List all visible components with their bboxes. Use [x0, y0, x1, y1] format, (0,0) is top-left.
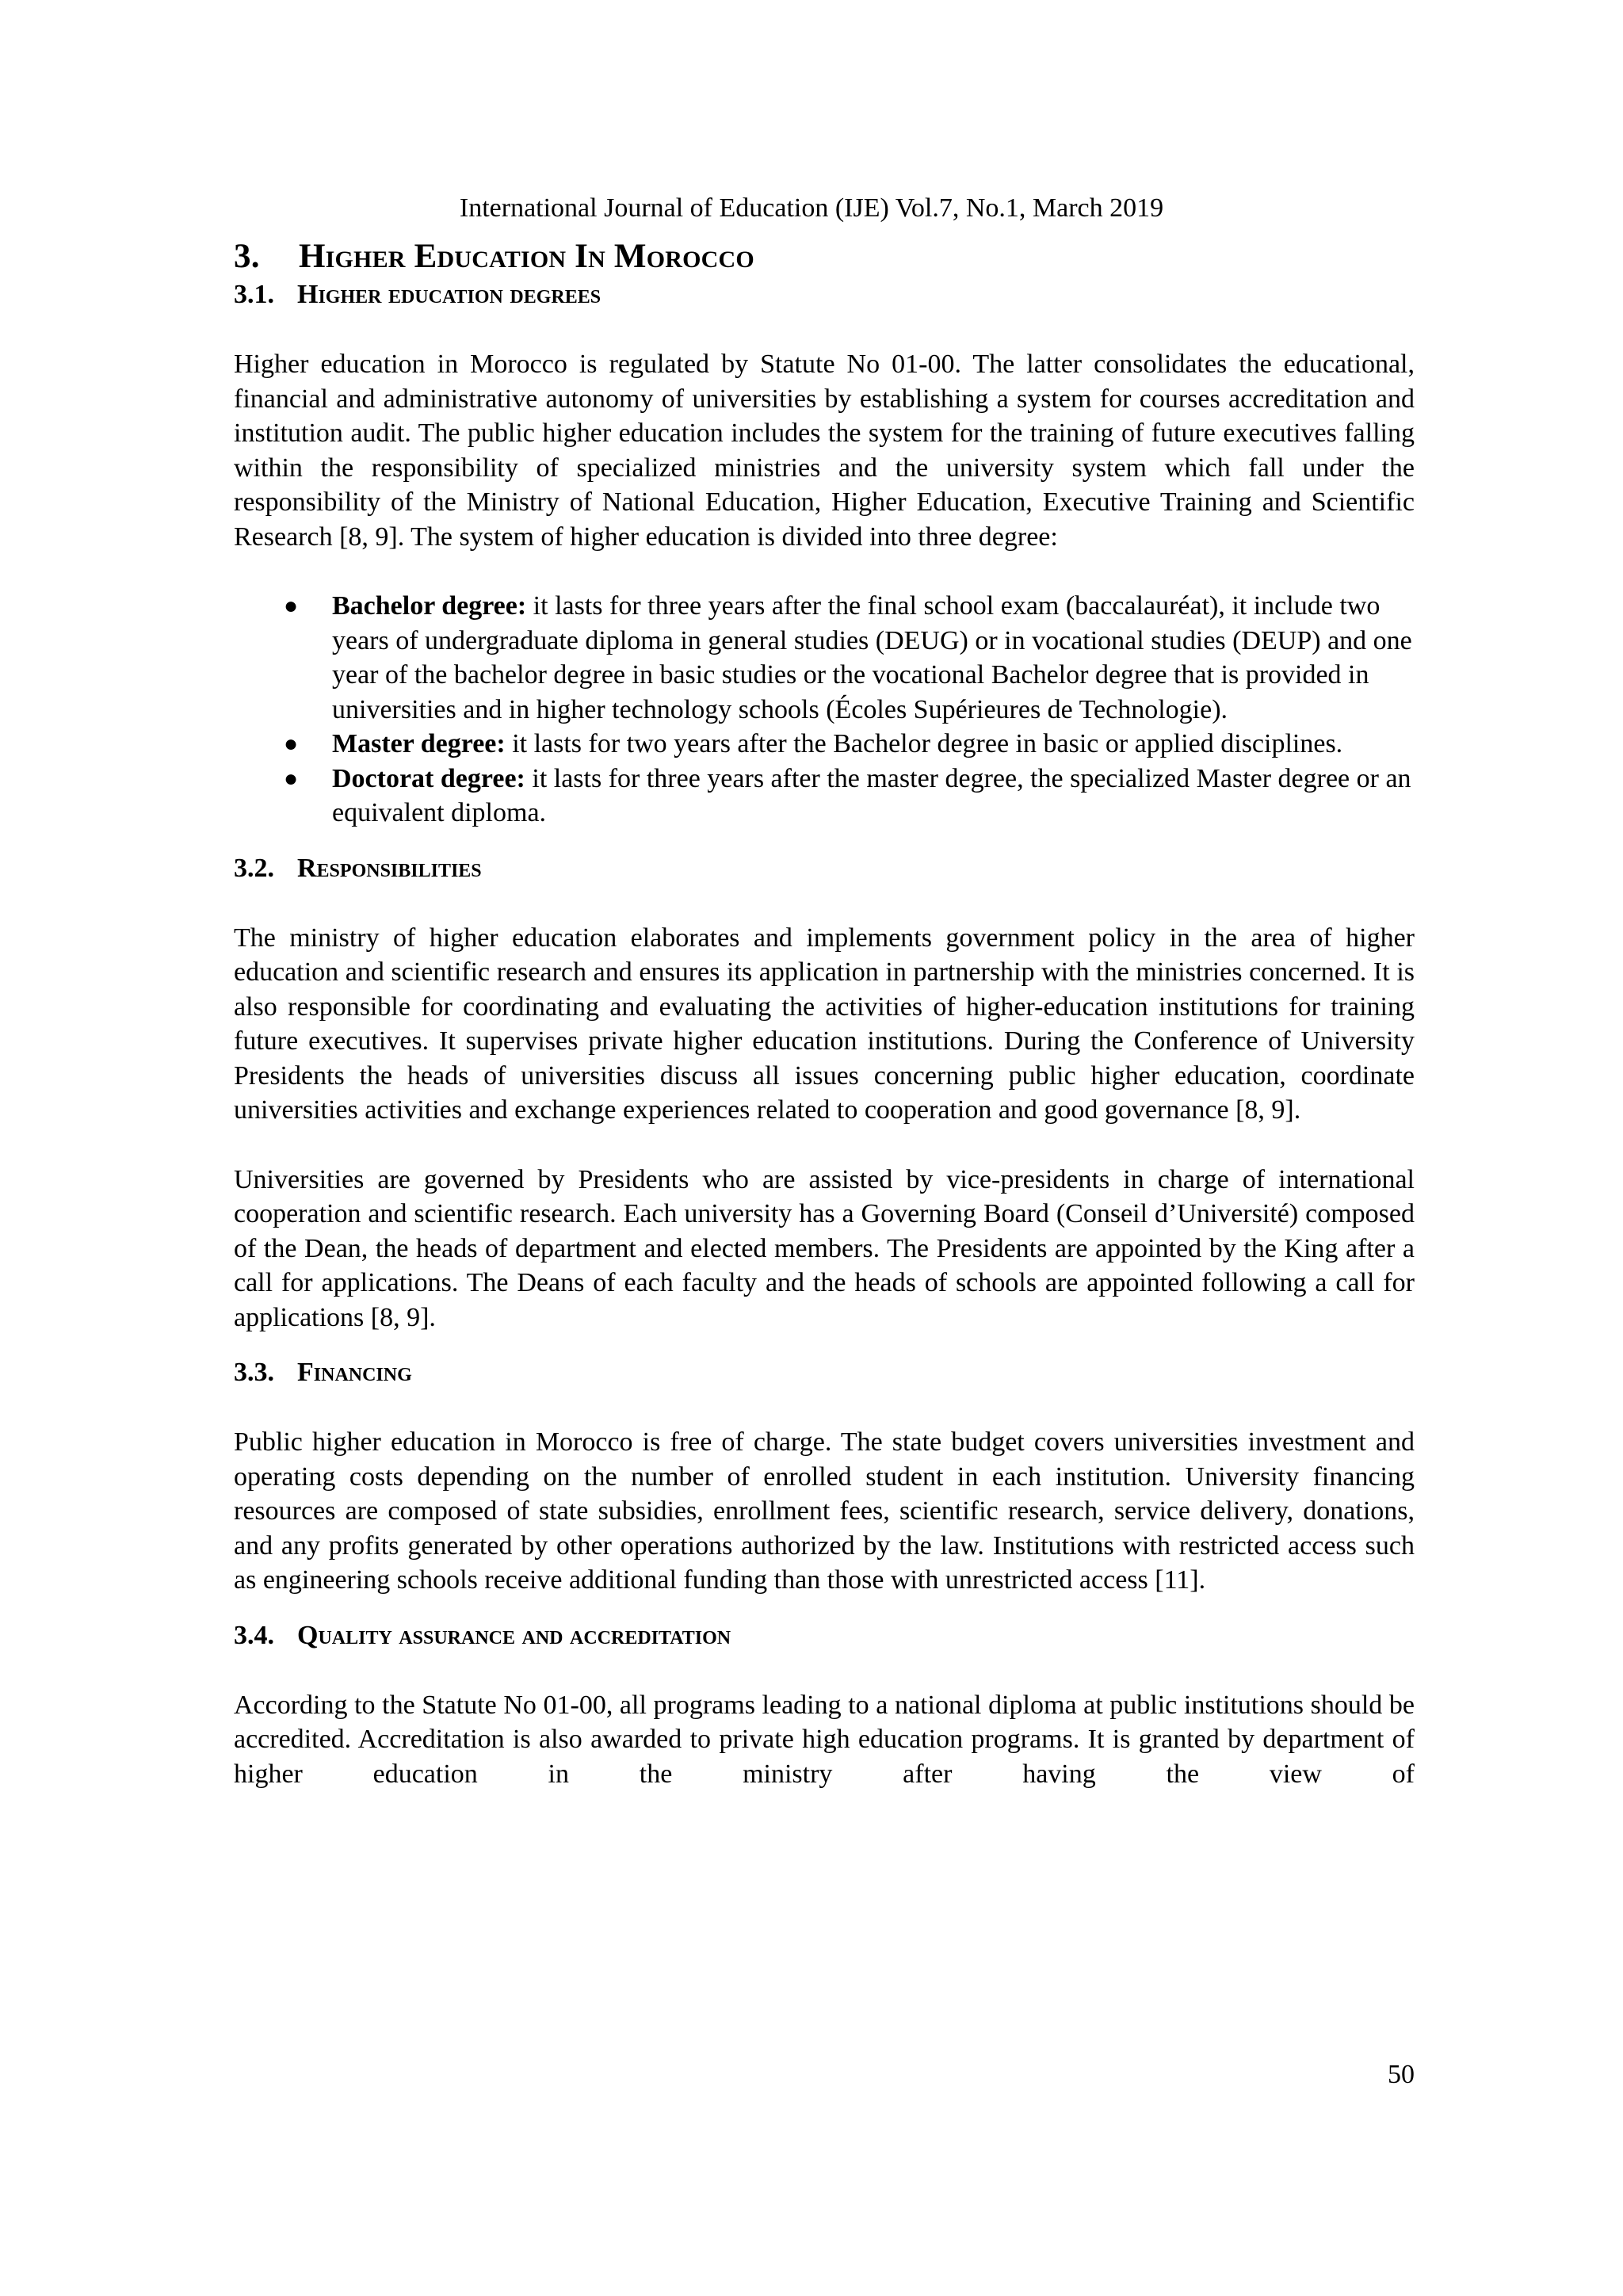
subsection-title: Responsibilities [297, 853, 482, 883]
paragraph-3-3: Public higher education in Morocco is free of charge. The state budget covers universities investment and operating costs depending on the number of enrolled student in each institution. University financing resources are composed of state subsidies, enrollment fees, scientific research, service delivery, donations, and any profits generated by other operations authorized by the law. Institutions with restricted access such as engineering schools receive additional funding than those with unrestricted access [11]. [234, 1427, 1415, 1595]
running-header: International Journal of Education (IJE) Vol.7, No.1, March 2019 [459, 193, 1164, 223]
subsection-heading-3-1 [234, 277, 1415, 312]
paragraph-3-4: According to the Statute No 01-00, all programs leading to a national diploma at public institutions should be accredited. Accreditation is also awarded to private high education programs. It is granted by department of higher education in the ministry after having the view of [234, 1690, 1415, 1789]
subsection-heading-3-3 [234, 1355, 1415, 1390]
subsection-heading-3-2 [234, 851, 1415, 886]
subsection-heading-3-4 [234, 1618, 1415, 1653]
paragraph-3-1: Higher education in Morocco is regulated by Statute No 01-00. The latter consolidates the educational, financial and administrative autonomy of universities by establishing a system for courses accreditation and institution audit. The public higher education includes the system for the training of future executives falling within the responsibility of specialized ministries and the university system which fall under the responsibility of the Ministry of National Education, Higher Education, Executive Training and Scientific Research [8, 9]. The system of higher education is divided into three degree: [234, 350, 1415, 552]
subsection-number: 3.1. [234, 280, 274, 309]
paragraph-3-2-b: Universities are governed by Presidents who are assisted by vice-presidents in charge of international cooperation and scientific research. Each university has a Governing Board (Conseil d’Université) composed of the Dean, the heads of department and elected members. The Presidents are appointed by the King after a call for applications. The Deans of each faculty and the heads of schools are appointed following a call for applications [8, 9]. [234, 1164, 1415, 1332]
degree-list [234, 589, 1415, 831]
list-item [234, 762, 1415, 831]
section-number: 3. [234, 238, 260, 275]
list-item-lead: Bachelor degree: [332, 591, 527, 621]
subsection-title: Financing [297, 1358, 412, 1387]
subsection-number: 3.3. [234, 1358, 274, 1387]
paragraph-3-2-a: The ministry of higher education elaborates and implements government policy in the area of higher education and scientific research and ensures its application in partnership with the ministries concerned. It is also responsible for coordinating and evaluating the activities of higher-education institutions for training future executives. It supervises private higher education institutions. During the Conference of University Presidents the heads of universities discuss all issues concerning public higher education, coordinate universities activities and exchange experiences related to cooperation and good governance [8, 9]. [234, 923, 1415, 1125]
list-item [234, 727, 1415, 762]
bullet-icon: ● [284, 593, 299, 619]
list-item-text: it lasts for two years after the Bachelor degree in basic or applied disciplines. [505, 729, 1343, 758]
bullet-icon: ● [284, 731, 299, 757]
list-item-text: it lasts for three years after the final school exam (baccalauréat), it include two years of undergraduate diploma in general studies (DEUG) or in vocational studies (DEUP) and one year of the bachelor degree in basic studies or the vocational Bachelor degree that is provided in universities and in higher technology schools (Écoles Supérieures de Technologie). [332, 591, 1412, 724]
article-body [234, 236, 1415, 1791]
section-title: Higher Education In Morocco [299, 238, 754, 275]
subsection-title: Quality assurance and accreditation [297, 1620, 731, 1650]
subsection-number: 3.4. [234, 1620, 274, 1650]
section-heading [234, 236, 1415, 277]
list-item-lead: Doctorat degree: [332, 763, 525, 793]
list-item-lead: Master degree: [332, 729, 506, 758]
subsection-title: Higher education degrees [297, 280, 601, 309]
list-item [234, 589, 1415, 727]
list-item-text: it lasts for three years after the master degree, the specialized Master degree or an equivalent diploma. [332, 763, 1411, 827]
page-number: 50 [1388, 2060, 1415, 2089]
subsection-number: 3.2. [234, 853, 274, 883]
bullet-icon: ● [284, 765, 299, 792]
